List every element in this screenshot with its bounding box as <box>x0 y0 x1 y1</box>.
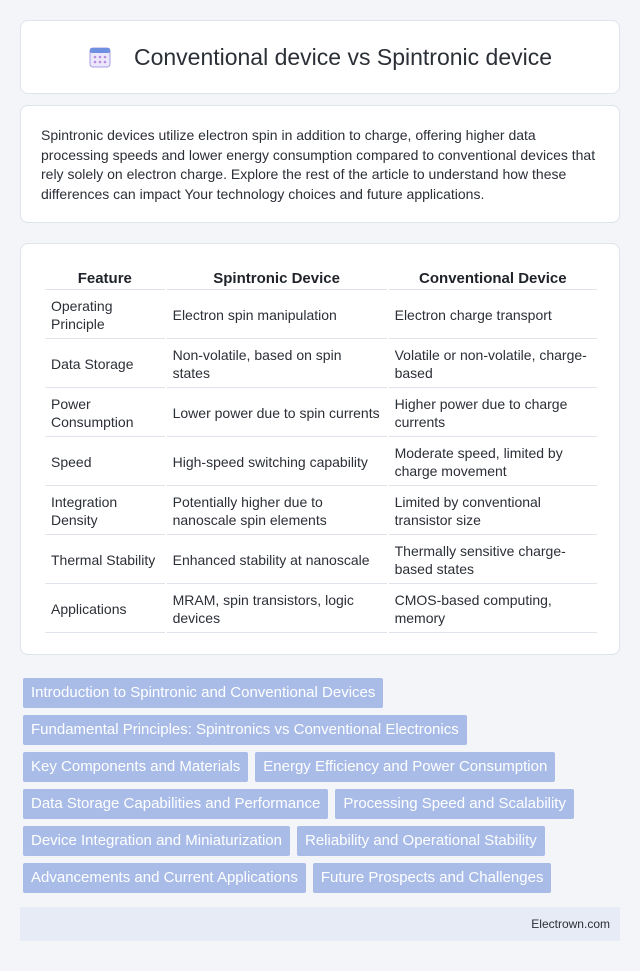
topic-tag-link[interactable]: Introduction to Spintronic and Conventional Devices <box>23 678 383 708</box>
topic-tag-link[interactable]: Key Components and Materials <box>23 752 248 782</box>
table-cell: High-speed switching capability <box>167 439 387 486</box>
tag-row <box>23 678 613 708</box>
table-cell: Thermal Stability <box>45 537 165 584</box>
tag-row <box>23 789 613 819</box>
table-row <box>45 488 597 535</box>
table-cell: Applications <box>45 586 165 633</box>
calendar-icon <box>88 45 112 69</box>
table-cell: Data Storage <box>45 341 165 388</box>
table-cell: Electron spin manipulation <box>167 292 387 339</box>
comparison-card <box>20 243 620 655</box>
table-header-row <box>45 266 597 290</box>
table-row <box>45 439 597 486</box>
title-wrap <box>88 44 552 71</box>
topic-tag-link[interactable]: Energy Efficiency and Power Consumption <box>255 752 555 782</box>
tag-row <box>23 826 613 856</box>
topic-tag-link[interactable]: Future Prospects and Challenges <box>313 863 552 893</box>
intro-card <box>20 105 620 223</box>
topic-tag-link[interactable]: Reliability and Operational Stability <box>297 826 545 856</box>
table-cell: MRAM, spin transistors, logic devices <box>167 586 387 633</box>
table-cell: Speed <box>45 439 165 486</box>
table-cell: Operating Principle <box>45 292 165 339</box>
tag-row <box>23 863 613 893</box>
topic-tag-link[interactable]: Data Storage Capabilities and Performance <box>23 789 328 819</box>
table-row <box>45 341 597 388</box>
title-card <box>20 20 620 94</box>
table-cell: Power Consumption <box>45 390 165 437</box>
table-cell: Thermally sensitive charge-based states <box>389 537 597 584</box>
table-cell: CMOS-based computing, memory <box>389 586 597 633</box>
topic-tag-link[interactable]: Advancements and Current Applications <box>23 863 306 893</box>
column-header: Conventional Device <box>389 266 597 290</box>
intro-paragraph: Spintronic devices utilize electron spin in addition to charge, offering higher data processing speeds and lower energy consumption compared to conventional devices that rely solely on electron charge. Explore the rest of the article to understand how these differences can impact Your technology choices and future applications. <box>41 127 596 202</box>
table-cell: Lower power due to spin currents <box>167 390 387 437</box>
topic-tag-link[interactable]: Fundamental Principles: Spintronics vs Conventional Electronics <box>23 715 467 745</box>
table-cell: Potentially higher due to nanoscale spin elements <box>167 488 387 535</box>
column-header: Spintronic Device <box>167 266 387 290</box>
table-row <box>45 586 597 633</box>
topic-tags <box>23 678 613 900</box>
topic-tag-link[interactable]: Processing Speed and Scalability <box>335 789 574 819</box>
table-cell: Non-volatile, based on spin states <box>167 341 387 388</box>
table-cell: Moderate speed, limited by charge movement <box>389 439 597 486</box>
column-header: Feature <box>45 266 165 290</box>
footer-source[interactable]: Electrown.com <box>531 917 610 931</box>
table-row <box>45 390 597 437</box>
tag-row <box>23 715 613 745</box>
comparison-table <box>43 264 599 635</box>
footer <box>20 907 620 941</box>
topic-tag-link[interactable]: Device Integration and Miniaturization <box>23 826 290 856</box>
table-cell: Higher power due to charge currents <box>389 390 597 437</box>
table-cell: Volatile or non-volatile, charge-based <box>389 341 597 388</box>
table-cell: Limited by conventional transistor size <box>389 488 597 535</box>
page-title: Conventional device vs Spintronic device <box>133 43 553 70</box>
tag-row <box>23 752 613 782</box>
table-cell: Electron charge transport <box>389 292 597 339</box>
table-row <box>45 537 597 584</box>
table-cell: Integration Density <box>45 488 165 535</box>
table-cell: Enhanced stability at nanoscale <box>167 537 387 584</box>
table-row <box>45 292 597 339</box>
